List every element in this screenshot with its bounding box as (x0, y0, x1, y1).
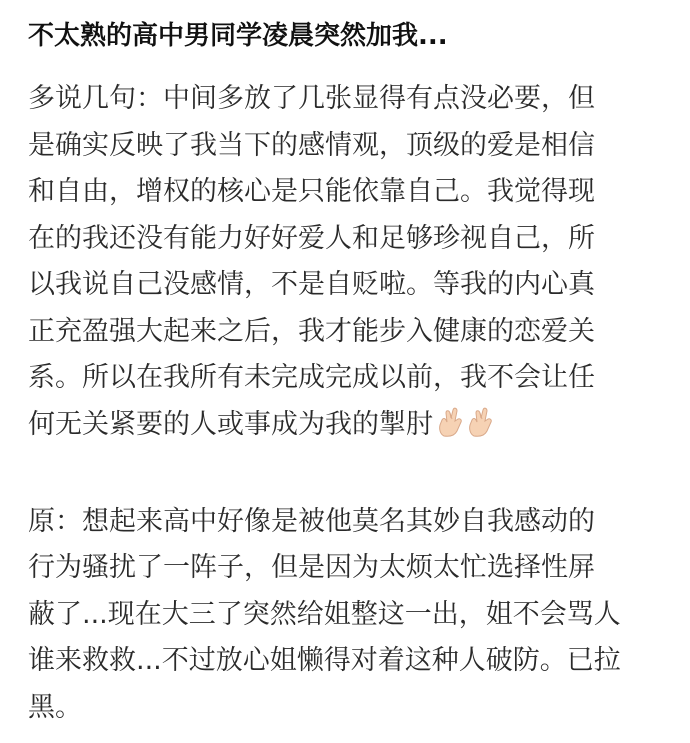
post-title: 不太熟的高中男同学凌晨突然加我... (28, 21, 448, 51)
post-body (28, 76, 662, 731)
crossed-fingers-icon (467, 407, 493, 437)
text-line: 何无关紧要的人或事成为我的掣肘 (28, 408, 433, 440)
emoji-group (437, 406, 497, 453)
text-line-with-emoji (28, 402, 662, 453)
text-line: 行为骚扰了一阵子，但是因为太烦太忙选择性屏 (28, 552, 595, 583)
paragraph-explanation (28, 76, 662, 452)
text-line: 以我说自己没感情，不是自贬啦。等我的内心真 (28, 269, 595, 300)
text-line: 是确实反映了我当下的感情观，顶级的爱是相信 (28, 129, 595, 161)
text-line: 在的我还没有能力好好爱人和足够珍视自己，所 (28, 222, 595, 254)
text-line: 和自由，增权的核心是只能依靠自己。我觉得现 (28, 176, 595, 207)
text-line: 系。所以在我所有未完成完成以前，我不会让任 (28, 362, 595, 393)
paragraph-original (28, 499, 662, 732)
text-line: 黑。 (28, 691, 82, 723)
text-line: 正充盈强大起来之后，我才能步入健康的恋爱关 (28, 315, 595, 347)
text-line: 谁来救救...不过放心姐懒得对着这种人破防。已拉 (28, 645, 621, 676)
crossed-fingers-icon (437, 407, 463, 437)
text-line: 多说几句：中间多放了几张显得有点没必要，但 (28, 83, 595, 114)
text-line: 原：想起来高中好像是被他莫名其妙自我感动的 (28, 505, 595, 537)
text-line: 蔽了...现在大三了突然给姐整这一出，姐不会骂人 (28, 598, 621, 630)
